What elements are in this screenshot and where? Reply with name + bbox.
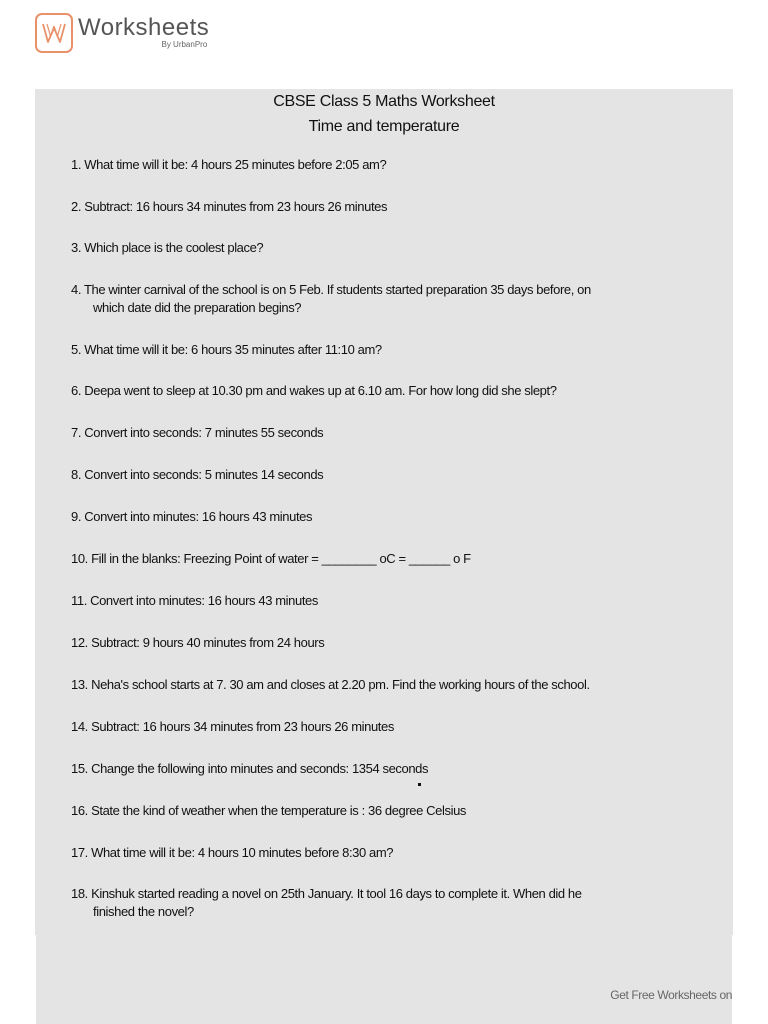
question-item (71, 281, 651, 317)
question-item (71, 341, 651, 359)
question-text: 9. Convert into minutes: 16 hours 43 minutes (71, 509, 313, 524)
question-text: 3. Which place is the coolest place? (71, 240, 264, 255)
question-item (71, 239, 651, 257)
worksheet-title: CBSE Class 5 Maths Worksheet (273, 93, 495, 110)
worksheet-subtitle: Time and temperature (308, 118, 460, 135)
question-text-continued: finished the novel? (93, 904, 194, 919)
question-text: 4. The winter carnival of the school is on 5 Feb. If students started preparation 35 days before, on (71, 282, 591, 297)
question-text: 15. Change the following into minutes and seconds: 1354 seconds (71, 761, 429, 776)
question-text: 5. What time will it be: 6 hours 35 minutes after 11:10 am? (71, 342, 382, 357)
question-text: 13. Neha's school starts at 7. 30 am and closes at 2.20 pm. Find the working hours of the school. (71, 677, 590, 692)
question-text: 11. Convert into minutes: 16 hours 43 minutes (71, 593, 318, 608)
question-item (71, 844, 651, 862)
question-item (71, 466, 651, 484)
question-item (71, 508, 651, 526)
question-text: 6. Deepa went to sleep at 10.30 pm and wakes up at 6.10 am. For how long did she slept? (71, 383, 557, 398)
question-item (71, 156, 651, 174)
question-item (71, 802, 651, 820)
question-item (71, 382, 651, 400)
worksheet-page (35, 89, 733, 935)
page-bottom-band (36, 935, 732, 1024)
question-text: 8. Convert into seconds: 5 minutes 14 seconds (71, 467, 324, 482)
question-text: 14. Subtract: 16 hours 34 minutes from 23 hours 26 minutes (71, 719, 394, 734)
question-text: 17. What time will it be: 4 hours 10 minutes before 8:30 am? (71, 845, 394, 860)
question-item (71, 198, 651, 216)
footer-promo-link[interactable]: Get Free Worksheets on (610, 988, 732, 1002)
question-item (71, 676, 651, 694)
question-item (71, 718, 651, 736)
question-item (71, 634, 651, 652)
question-item (71, 424, 651, 442)
brand-text (78, 13, 209, 49)
question-text: 10. Fill in the blanks: Freezing Point of water = ________ oC = ______ o F (71, 551, 471, 566)
question-text: 1. What time will it be: 4 hours 25 minutes before 2:05 am? (71, 157, 387, 172)
question-item (71, 885, 651, 921)
urbanpro-w-logo-icon (35, 13, 73, 53)
question-item (71, 592, 651, 610)
brand-name: Worksheets (78, 14, 210, 41)
stray-dot-mark (418, 783, 421, 786)
question-text: 12. Subtract: 9 hours 40 minutes from 24 hours (71, 635, 325, 650)
question-text: 2. Subtract: 16 hours 34 minutes from 23 hours 26 minutes (71, 199, 388, 214)
question-item (71, 550, 651, 568)
question-text-continued: which date did the preparation begins? (93, 300, 302, 315)
question-text: 7. Convert into seconds: 7 minutes 55 seconds (71, 425, 324, 440)
question-text: 16. State the kind of weather when the temperature is : 36 degree Celsius (71, 803, 466, 818)
brand-subtitle: By UrbanPro (161, 40, 208, 49)
question-item (71, 760, 651, 778)
question-text: 18. Kinshuk started reading a novel on 25th January. It tool 16 days to complete it. When did he (71, 886, 582, 901)
brand-logo[interactable] (35, 13, 209, 53)
